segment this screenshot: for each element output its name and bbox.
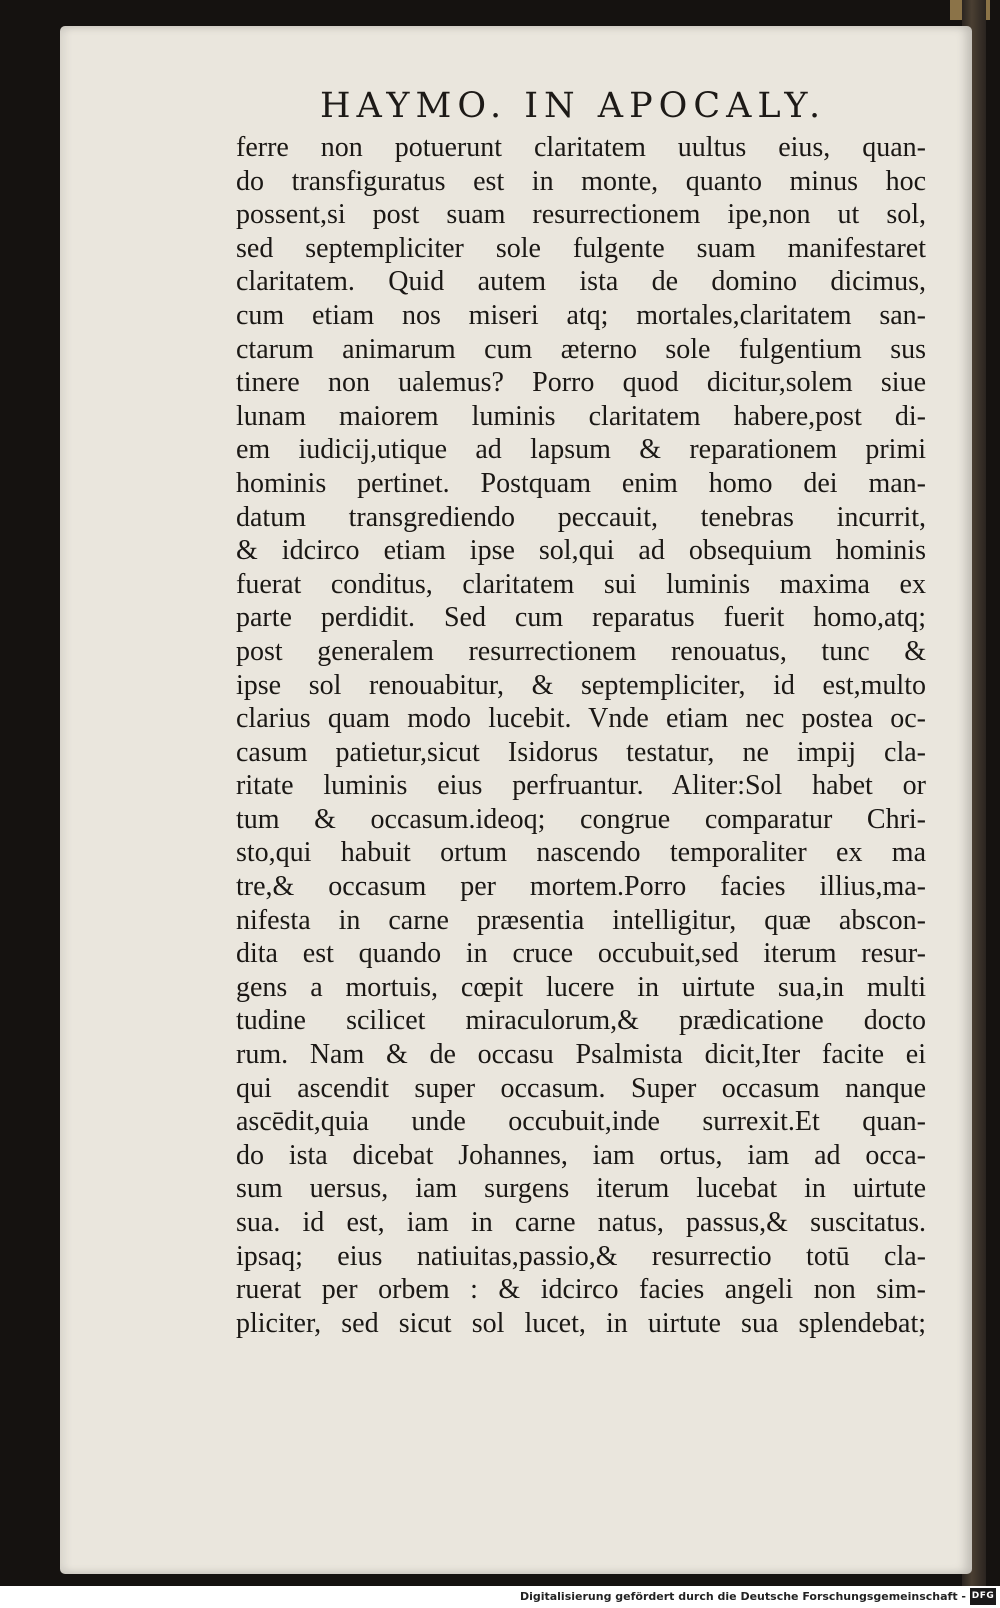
text-line: tum & occasum.ideoq; congrue comparatur Chri- [236,803,926,835]
text-line: ipse sol renouabitur, & septempliciter, id est,multo [236,669,926,701]
text-line: datum transgrediendo peccauit, tenebras incurrit, [236,501,926,533]
text-line: fuerat conditus, claritatem sui luminis maxima ex [236,568,926,600]
text-line: sua. id est, iam in carne natus, passus,& suscitatus. [236,1207,926,1238]
text-line: dita est quando in cruce occubuit,sed iterum resur- [236,938,926,970]
text-line: tre,& occasum per mortem.Porro facies illius,ma- [236,871,926,903]
dfg-logo-icon [970,1588,996,1605]
text-line: ctarum animarum cum æterno sole fulgentium sus [236,333,926,365]
text-line: sto,qui habuit ortum nascendo temporaliter ex ma [236,837,926,869]
text-line: ipsaq; eius natiuitas,passio,& resurrectio totū cla- [236,1240,926,1272]
text-line: qui ascendit super occasum. Super occasum nanque [236,1072,926,1104]
text-line: rum. Nam & de occasu Psalmista dicit,Iter facite ei [236,1039,926,1071]
funding-credit: Digitalisierung gefördert durch die Deutsche Forschungsgemeinschaft - [519,1590,966,1603]
text-line: post generalem resurrectionem renouatus, tunc & [236,635,926,667]
text-line: clarius quam modo lucebit. Vnde etiam nec postea oc- [236,703,926,735]
text-line: & idcirco etiam ipse sol,qui ad obsequium hominis [236,535,926,567]
text-line: claritatem. Quid autem ista de domino dicimus, [236,266,926,298]
text-line: do ista dicebat Johannes, iam ortus, iam ad occa- [236,1139,926,1171]
text-line: sum uersus, iam surgens iterum lucebat in uirtute [236,1173,926,1205]
text-line: hominis pertinet. Postquam enim homo dei man- [236,467,926,499]
body-text [236,131,926,1340]
text-line: gens a mortuis, cœpit lucere in uirtute sua,in multi [236,971,926,1003]
dfg-logo-text: DFG [971,1591,995,1601]
running-head: HAYMO. IN APOCALY. [320,86,827,126]
text-line: tudine scilicet miraculorum,& prædicatione docto [236,1005,926,1037]
text-line: cum etiam nos miseri atq; mortales,claritatem san- [236,299,926,331]
text-line: sed septempliciter sole fulgente suam manifestaret [236,232,926,264]
text-line: tinere non ualemus? Porro quod dicitur,solem siue [236,367,926,399]
text-line: ferre non potuerunt claritatem uultus eius, quan- [236,132,926,163]
text-line: parte perdidit. Sed cum reparatus fuerit homo,atq; [236,602,926,634]
text-line: casum patietur,sicut Isidorus testatur, ne impij cla- [236,736,926,768]
text-line: lunam maiorem luminis claritatem habere,post di- [236,400,926,432]
text-line: ruerat per orbem : & idcirco facies angeli non sim- [236,1274,926,1306]
text-line: ascēdit,quia unde occubuit,inde surrexit.Et quan- [236,1106,926,1138]
text-line: do transfiguratus est in monte, quanto minus hoc [236,165,926,197]
text-line: possent,si post suam resurrectionem ipe,non ut sol, [236,199,926,231]
text-line: nifesta in carne præsentia intelligitur, quæ abscon- [236,904,926,936]
text-line: em iudicij,utique ad lapsum & reparationem primi [236,434,926,466]
text-line: ritate luminis eius perfruantur. Aliter:Sol habet or [236,770,926,802]
footer-bar [0,1586,1000,1608]
text-line: pliciter, sed sicut sol lucet, in uirtute sua splendebat; [236,1307,926,1339]
